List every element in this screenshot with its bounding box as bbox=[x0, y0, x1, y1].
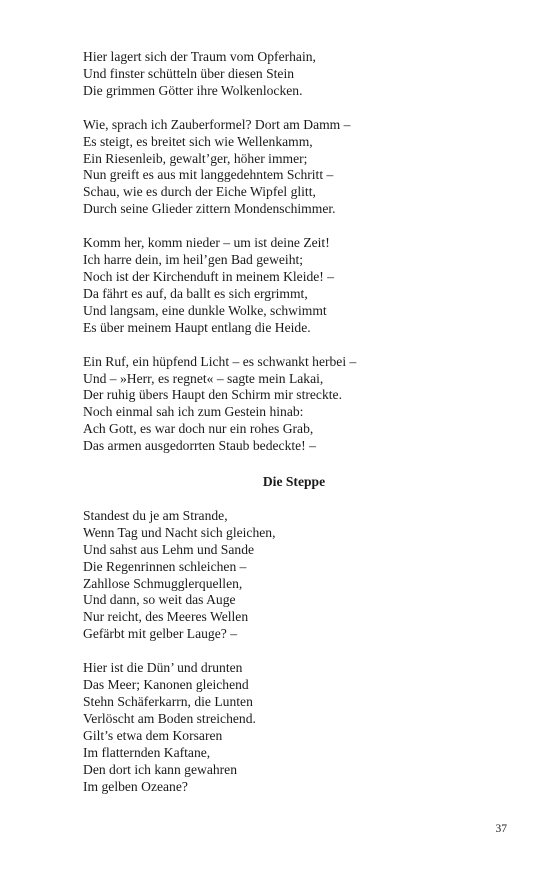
verse-line: Durch seine Glieder zittern Mondenschimmer. bbox=[83, 201, 336, 217]
stanza bbox=[83, 660, 503, 795]
verse-line: Und sahst aus Lehm und Sande bbox=[83, 541, 255, 557]
verse-line: Standest du je am Strande, bbox=[83, 507, 228, 523]
verse-line: Noch ist der Kirchenduft in meinem Kleide! – bbox=[83, 268, 335, 284]
verse-line: Schau, wie es durch der Eiche Wipfel glitt, bbox=[83, 184, 316, 200]
verse-line: Ach Gott, es war doch nur ein rohes Grab, bbox=[83, 421, 314, 437]
verse-line: Den dort ich kann gewahren bbox=[83, 761, 238, 777]
verse-line: Im gelben Ozeane? bbox=[83, 778, 188, 794]
verse-line: Komm her, komm nieder – um ist deine Zeit! bbox=[83, 235, 330, 251]
verse-line: Und finster schütteln über diesen Stein bbox=[83, 65, 295, 81]
verse-line: Und dann, so weit das Auge bbox=[83, 592, 236, 608]
verse-line: Die grimmen Götter ihre Wolkenlocken. bbox=[83, 82, 303, 98]
poem-2 bbox=[83, 508, 503, 796]
verse-line: Die Regenrinnen schleichen – bbox=[83, 558, 247, 574]
verse-line: Das armen ausgedorrten Staub bedeckte! – bbox=[83, 438, 316, 454]
verse-line: Und langsam, eine dunkle Wolke, schwimmt bbox=[83, 302, 327, 318]
stanza bbox=[83, 354, 503, 455]
verse-line: Wie, sprach ich Zauberformel? Dort am Damm – bbox=[83, 116, 351, 132]
verse-line: Stehn Schäferkarrn, die Lunten bbox=[83, 694, 253, 709]
stanza bbox=[83, 117, 503, 218]
verse-line: Nun greift es aus mit langgedehntem Schritt – bbox=[83, 167, 334, 183]
verse-line: Ich harre dein, im heil’gen Bad geweiht; bbox=[83, 252, 304, 268]
verse-line: Ein Ruf, ein hüpfend Licht – es schwankt herbei – bbox=[83, 353, 357, 369]
poem-title: Die Steppe bbox=[262, 474, 326, 490]
verse-line: Gilt’s etwa dem Korsaren bbox=[83, 727, 223, 743]
page-text bbox=[83, 49, 503, 812]
stanza bbox=[83, 235, 503, 336]
verse-line: Der ruhig übers Haupt den Schirm mir streckte. bbox=[83, 387, 342, 403]
verse-line: Es über meinem Haupt entlang die Heide. bbox=[83, 319, 311, 335]
verse-line: Hier lagert sich der Traum vom Opferhain, bbox=[83, 49, 316, 64]
verse-line: Das Meer; Kanonen gleichend bbox=[83, 677, 249, 693]
verse-line: Ein Riesenleib, gewalt’ger, höher immer; bbox=[83, 150, 308, 166]
verse-line: Noch einmal sah ich zum Gestein hinab: bbox=[83, 404, 304, 420]
page-number: 37 bbox=[495, 823, 507, 835]
verse-line: Gefärbt mit gelber Lauge? – bbox=[83, 626, 237, 642]
verse-line: Da fährt es auf, da ballt es sich ergrimmt, bbox=[83, 285, 308, 301]
stanza bbox=[83, 49, 503, 100]
stanza bbox=[83, 508, 503, 643]
verse-line: Zahllose Schmugglerquellen, bbox=[83, 575, 243, 591]
verse-line: Wenn Tag und Nacht sich gleichen, bbox=[83, 524, 276, 540]
verse-line: Im flatternden Kaftane, bbox=[83, 744, 211, 760]
poem-1 bbox=[83, 49, 503, 455]
verse-line: Nur reicht, des Meeres Wellen bbox=[83, 609, 249, 625]
verse-line: Es steigt, es breitet sich wie Wellenkamm, bbox=[83, 133, 313, 149]
verse-line: Und – »Herr, es regnet« – sagte mein Lakai, bbox=[83, 370, 324, 386]
verse-line: Verlöscht am Boden streichend. bbox=[83, 710, 256, 726]
verse-line: Hier ist die Dün’ und drunten bbox=[83, 660, 243, 676]
